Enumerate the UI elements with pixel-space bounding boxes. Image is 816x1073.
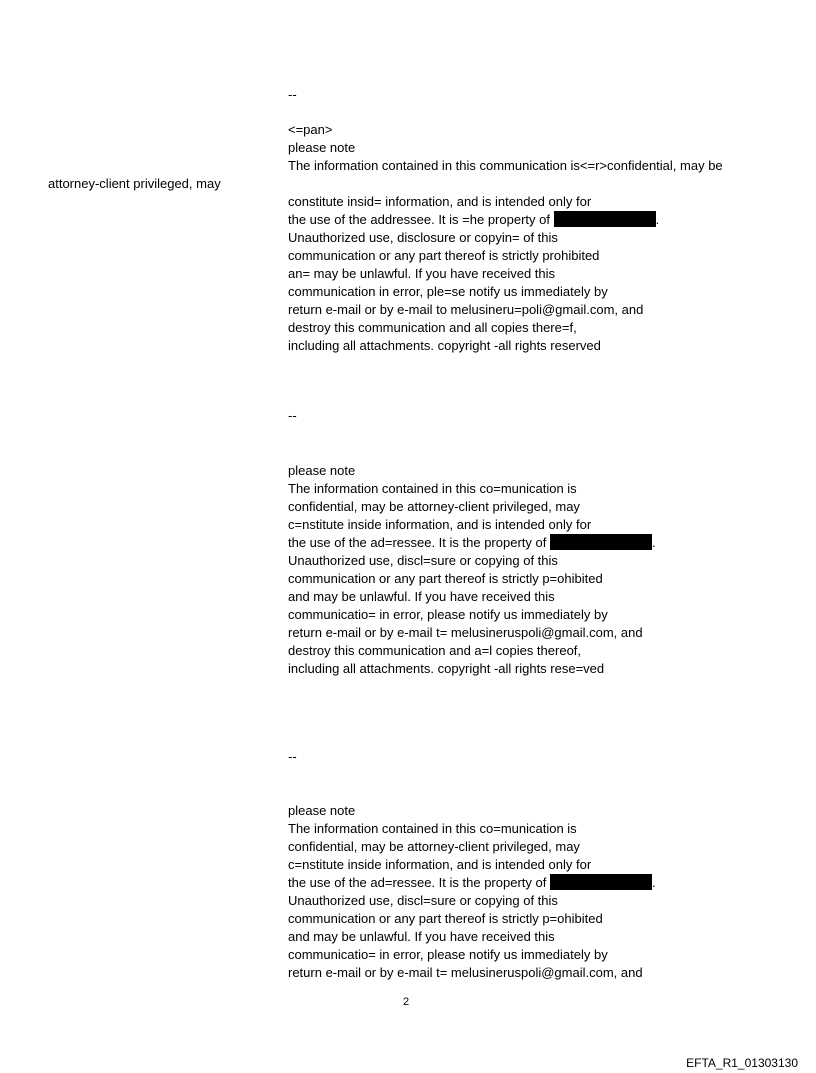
separator: --: [288, 749, 297, 764]
document-id: EFTA_R1_01303130: [686, 1056, 798, 1070]
redaction-box: [554, 211, 656, 227]
stray-line: attorney-client privileged, may: [48, 176, 221, 191]
separator: --: [288, 408, 297, 423]
separator: --: [288, 87, 297, 102]
body-line: [288, 534, 656, 552]
period: .: [651, 535, 656, 550]
period: .: [655, 212, 660, 227]
body-line: confidential, may be attorney-client privileged, may: [288, 499, 580, 514]
body-line: an= may be unlawful. If you have received this: [288, 266, 556, 281]
body-line: including all attachments. copyright -all rights reserved: [288, 338, 601, 353]
page-number: 2: [403, 996, 410, 1008]
redaction-box: [550, 534, 652, 550]
body-line: [288, 211, 659, 229]
body-line: Unauthorized use, discl=sure or copying of this: [288, 893, 558, 908]
redaction-box: [550, 874, 652, 890]
body-line: communication or any part thereof is strictly prohibited: [288, 248, 600, 263]
body-line: constitute insid= information, and is intended only for: [288, 194, 592, 209]
body-line: return e-mail or by e-mail t= melusineruspoli@gmail.com, and: [288, 965, 643, 980]
body-line: return e-mail or by e-mail to melusineru=poli@gmail.com, and: [288, 302, 644, 317]
please-note-heading: please note: [288, 803, 356, 818]
body-line: return e-mail or by e-mail t= melusineruspoli@gmail.com, and: [288, 625, 643, 640]
body-line: c=nstitute inside information, and is intended only for: [288, 857, 592, 872]
body-text: the use of the addressee. It is =he property of: [288, 212, 550, 227]
body-line: communication in error, ple=se notify us immediately by: [288, 284, 608, 299]
body-line: communication or any part thereof is strictly p=ohibited: [288, 911, 603, 926]
body-line: destroy this communication and all copies there=f,: [288, 320, 577, 335]
body-line: communicatio= in error, please notify us immediately by: [288, 947, 608, 962]
body-line: and may be unlawful. If you have received this: [288, 589, 555, 604]
body-line: communicatio= in error, please notify us immediately by: [288, 607, 608, 622]
body-text: the use of the ad=ressee. It is the property of: [288, 535, 547, 550]
body-line: c=nstitute inside information, and is intended only for: [288, 517, 592, 532]
body-line: Unauthorized use, disclosure or copyin= of this: [288, 230, 558, 245]
body-line: communication or any part thereof is strictly p=ohibited: [288, 571, 603, 586]
body-text: the use of the ad=ressee. It is the property of: [288, 875, 547, 890]
body-line: [288, 874, 656, 892]
period: .: [651, 875, 656, 890]
body-line: The information contained in this co=munication is: [288, 481, 577, 496]
body-line: confidential, may be attorney-client privileged, may: [288, 839, 580, 854]
pan-tag-text: <=pan>: [288, 122, 333, 137]
please-note-heading: please note: [288, 463, 356, 478]
body-line: including all attachments. copyright -all rights rese=ved: [288, 661, 605, 676]
body-line: Unauthorized use, discl=sure or copying of this: [288, 553, 558, 568]
body-line: The information contained in this co=munication is: [288, 821, 577, 836]
please-note-heading: please note: [288, 140, 356, 155]
body-line: and may be unlawful. If you have received this: [288, 929, 555, 944]
body-line: The information contained in this communication is<=r>confidential, may be: [288, 158, 723, 173]
body-line: destroy this communication and a=l copies thereof,: [288, 643, 582, 658]
